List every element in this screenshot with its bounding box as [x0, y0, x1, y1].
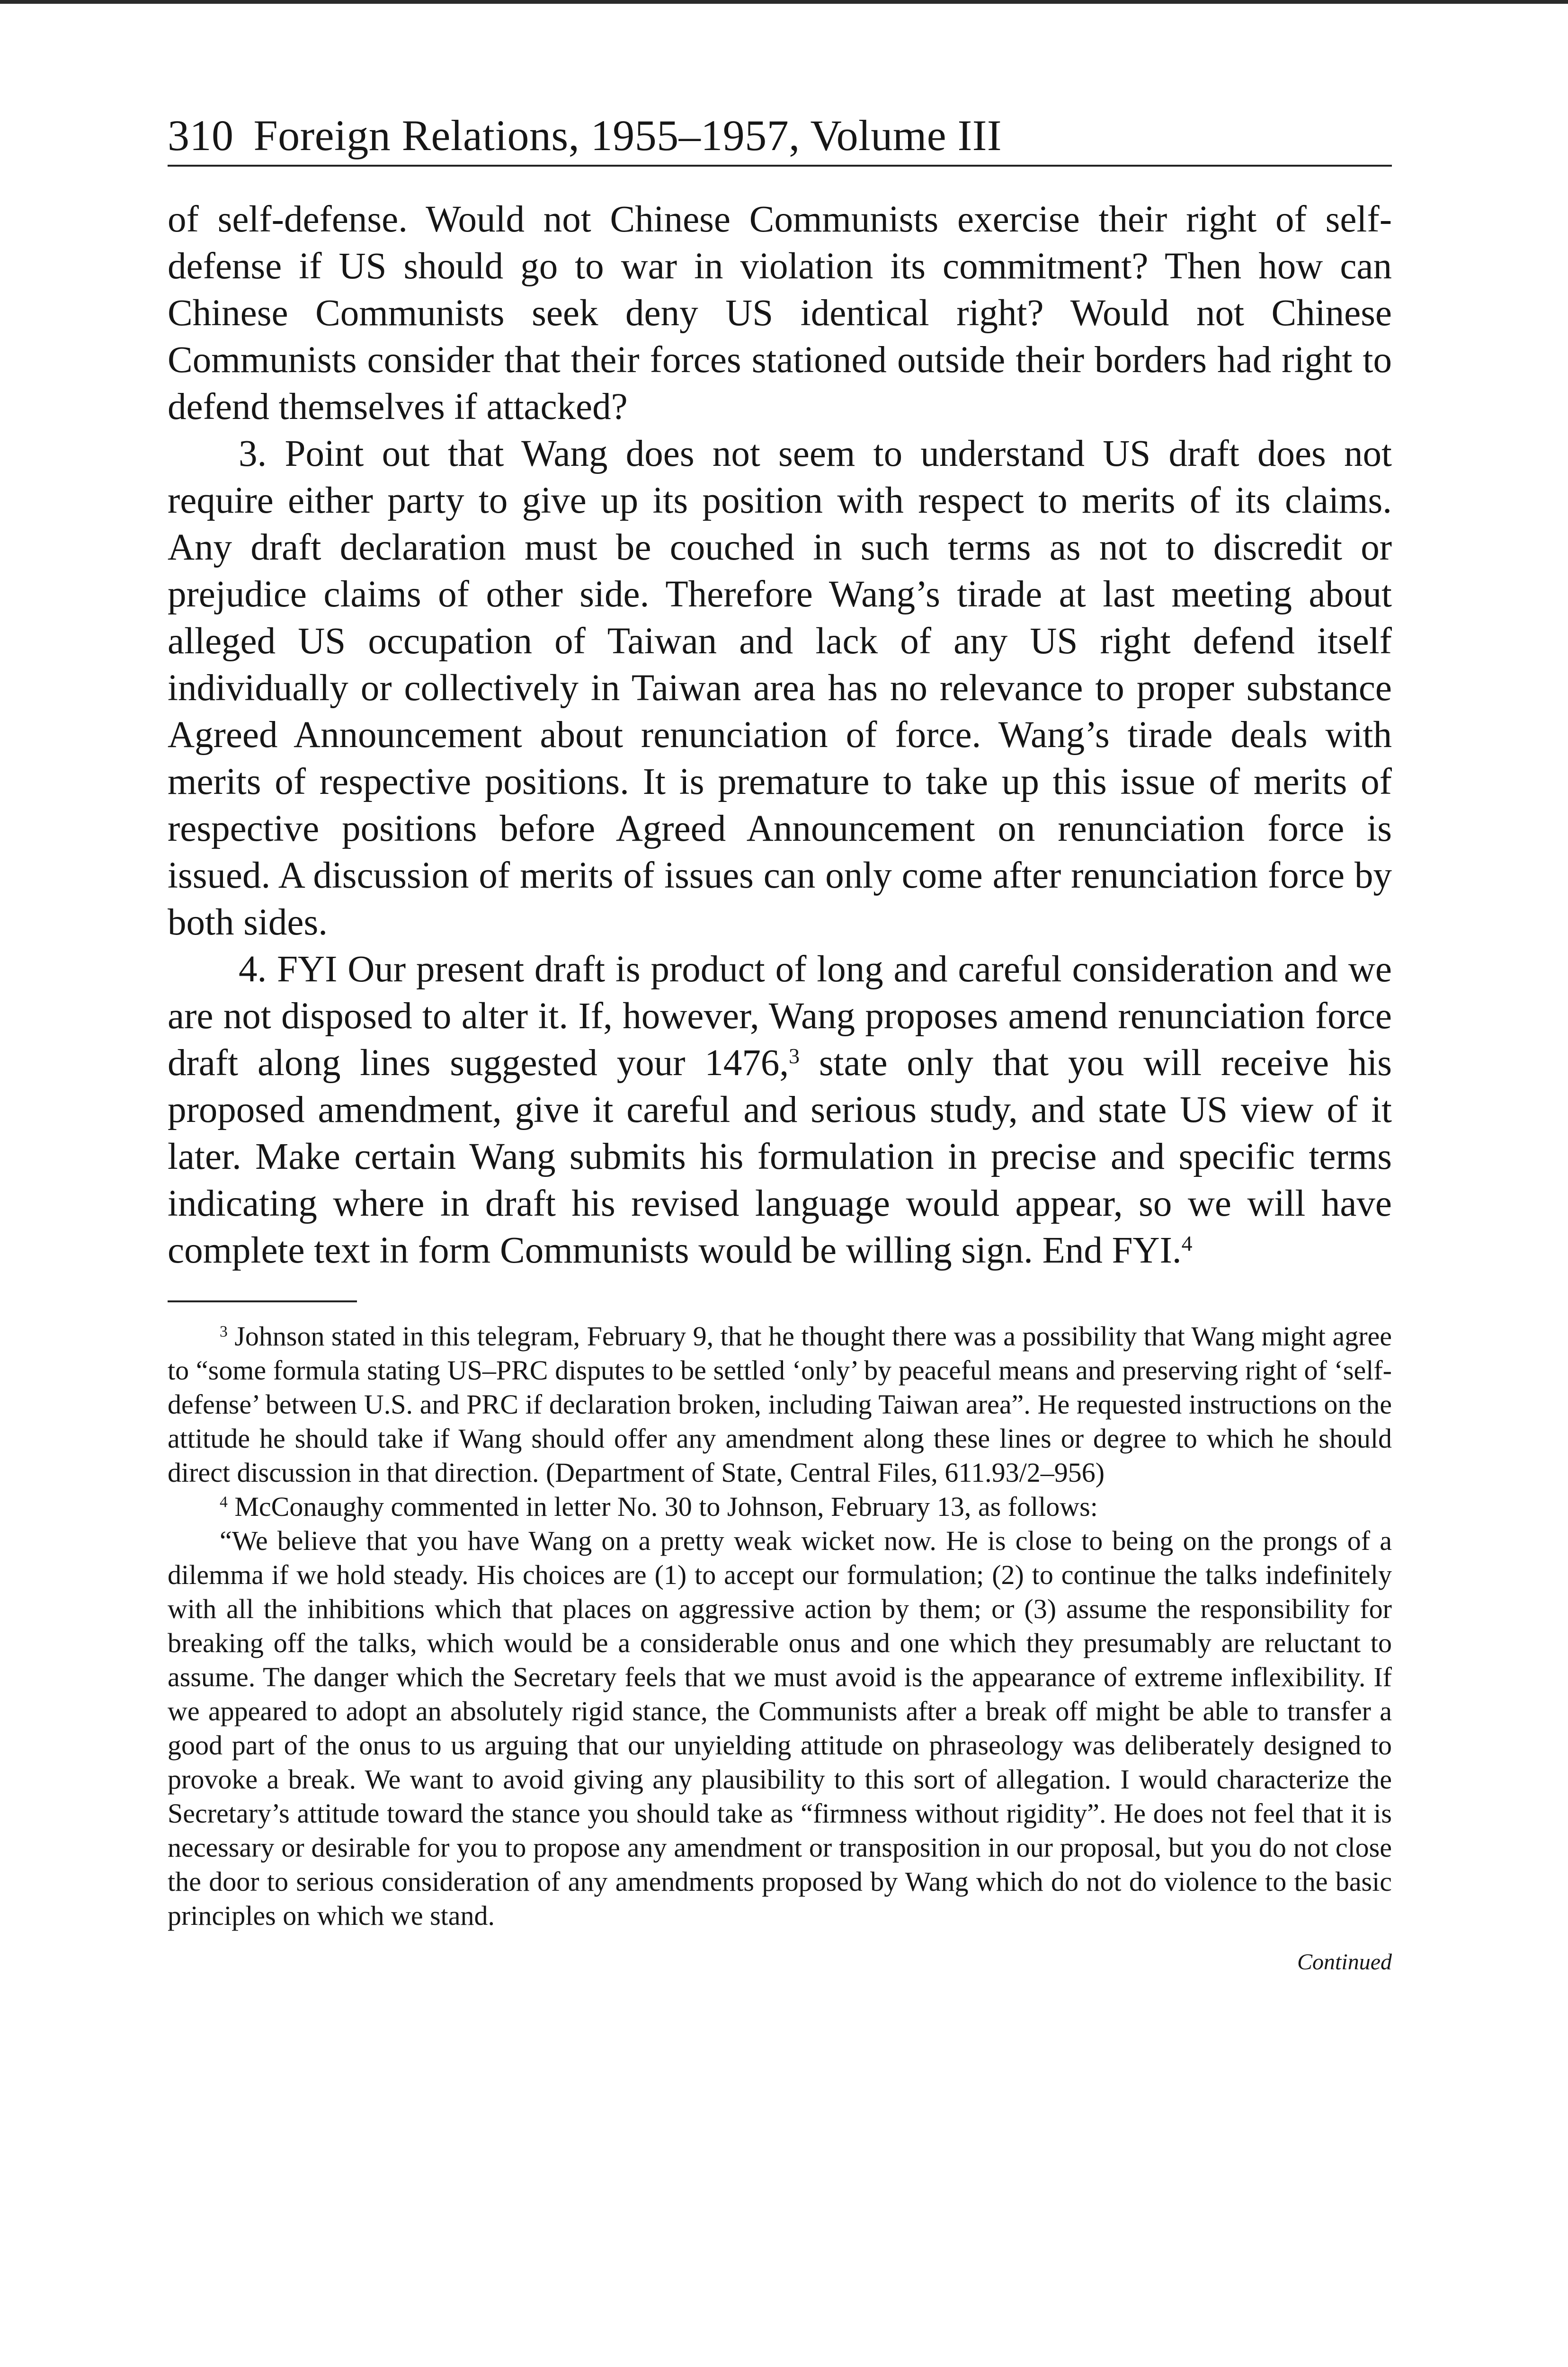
- continued-label: Continued: [1297, 1949, 1392, 1975]
- running-header: [168, 111, 1392, 167]
- footnotes: [168, 1319, 1392, 1979]
- footnote-4-marker: 4: [220, 1493, 228, 1511]
- footnote-4-text: McConaughy commented in letter No. 30 to Johnson, February 13, as follows:: [234, 1491, 1098, 1522]
- body-text: [168, 196, 1392, 1274]
- paragraph-4: [168, 946, 1392, 1274]
- paragraph-3: 3. Point out that Wang does not seem to understand US draft does not require either party to give up its position with respect to merits of its claims. Any draft declaration must be couched in such terms as not to discredit or prejudice claims of other side. Therefore Wang’s tirade at last meeting about alleged US occupation of Taiwan and lack of any US right defend itself individually or collectively in Taiwan area has no relevance to proper substance Agreed Announcement about renunciation of force. Wang’s tirade deals with merits of respective positions. It is premature to take up this issue of merits of respective positions before Agreed Announcement on renunciation force is issued. A discussion of merits of issues can only come after renunciation force by both sides.: [168, 433, 1392, 943]
- footnote-3: [168, 1319, 1392, 1490]
- footnote-divider: [168, 1300, 357, 1302]
- footnote-4: [168, 1490, 1392, 1524]
- footnote-ref-4[interactable]: 4: [1181, 1231, 1193, 1255]
- paragraph-4-text-b: state only that you will receive his proposed amendment, give it careful and serious study, and state US view of it later. Make certain Wang submits his formulation in precise and specific terms indicating where in draft his revised language would appear, so we will have complete text in form Communists would be willing sign. End FYI.: [168, 1042, 1392, 1271]
- paragraph-4-text: 4. FYI Our present draft is product of long and careful consideration and we are not disposed to alter it. If, however, Wang proposes amend renunciation force draft along lines suggested your 1476,: [168, 949, 1392, 1084]
- footnote-3-marker: 3: [220, 1323, 228, 1341]
- footnote-4-quote: “We believe that you have Wang on a pretty weak wicket now. He is close to being on the prongs of a dilemma if we hold steady. His choices are (1) to accept our formulation; (2) to continue the talks indefinitely with all the inhibitions which that places on aggressive action by them; or (3) assume the responsibility for breaking off the talks, which would be a considerable onus and one which they presumably are reluctant to assume. The danger which the Secretary feels that we must avoid is the appearance of extreme inflexibility. If we appeared to adopt an absolutely rigid stance, the Communists after a break off might be able to transfer a good part of the onus to us arguing that our unyielding attitude on phraseology was deliberately designed to provoke a break. We want to avoid giving any plausibility to this sort of allegation. I would characterize the Secretary’s attitude toward the stance you should take as “firmness without rigidity”. He does not feel that it is necessary or desirable for you to propose any amendment or transposition in our proposal, but you do not close the door to serious consideration of any amendments proposed by Wang which do not do violence to the basic principles on which we stand.: [168, 1525, 1392, 1931]
- footnote-ref-3[interactable]: 3: [789, 1043, 800, 1068]
- page: [168, 111, 1392, 1979]
- paragraph-continued: of self-defense. Would not Chinese Communists exercise their right of self-defense if US should go to war in violation its commitment? Then how can Chinese Communists seek deny US identical right? Would not Chinese Communists consider that their forces stationed outside their borders had right to defend themselves if attacked?: [168, 199, 1392, 427]
- page-number: 310: [168, 111, 234, 160]
- running-title: Foreign Relations, 1955–1957, Volume III: [253, 111, 1002, 160]
- top-border: [0, 0, 1568, 4]
- footnote-3-text: Johnson stated in this telegram, February 9, that he thought there was a possibility that Wang might agree to “some formula stating US–PRC disputes to be settled ‘only’ by peaceful means and preserving right of ‘self-defense’ between U.S. and PRC if declaration broken, including Taiwan area”. He requested instructions on the attitude he should take if Wang should offer any amendment along these lines or degree to which he should direct discussion in that direction. (Department of State, Central Files, 611.93/2–956): [168, 1321, 1392, 1488]
